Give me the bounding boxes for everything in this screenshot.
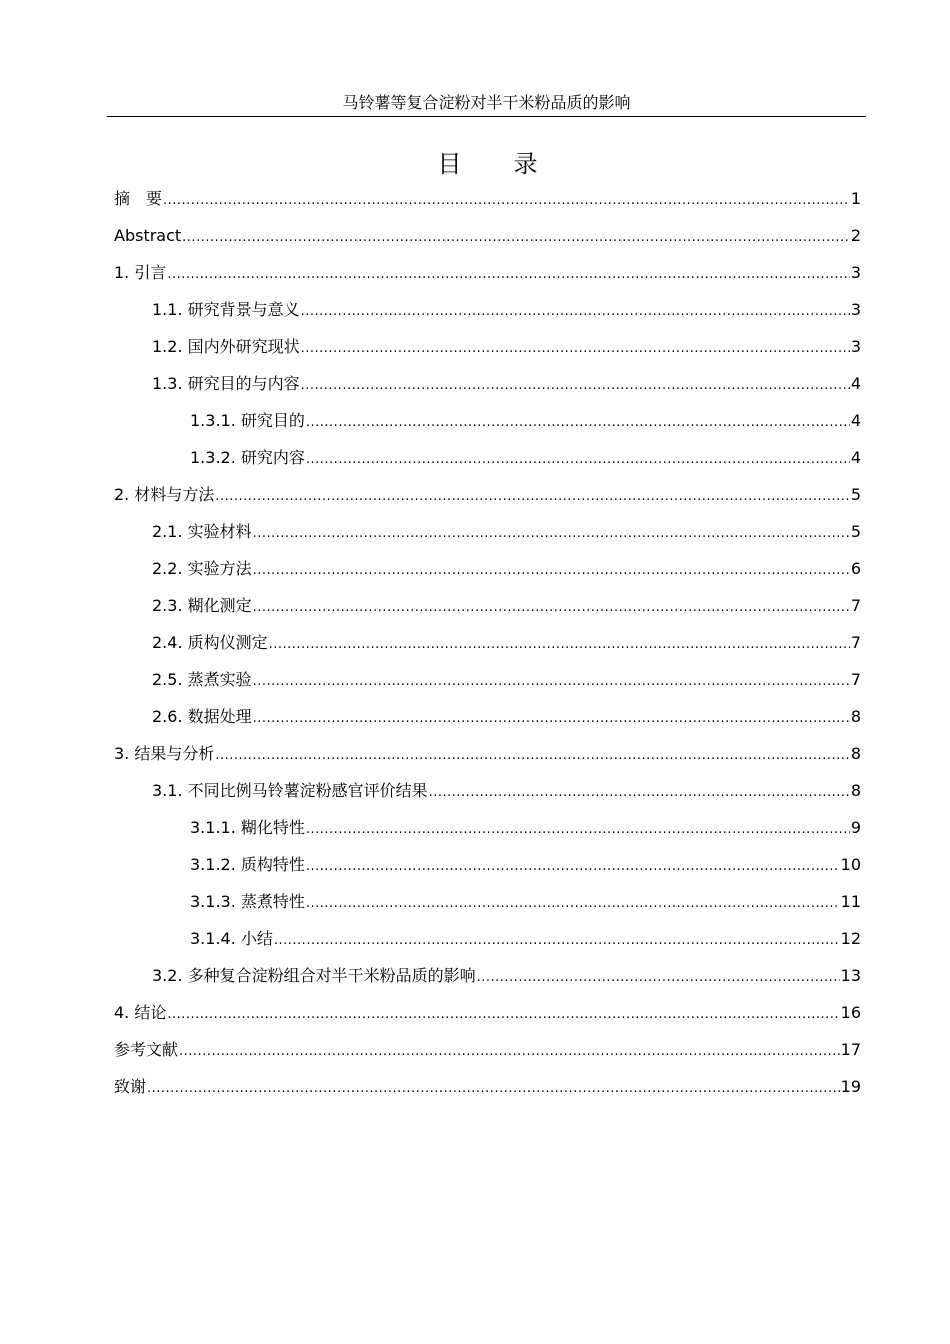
toc-entry-label: 4. 结论: [114, 1003, 167, 1022]
toc-entry-page-number: 12: [840, 929, 861, 948]
toc-entry[interactable]: [114, 328, 861, 365]
toc-entry-page-number: 17: [840, 1040, 861, 1059]
toc-entry[interactable]: [114, 698, 861, 735]
toc-entry-label: 3.1. 不同比例马铃薯淀粉感官评价结果: [152, 781, 428, 800]
toc-heading-right: 录: [513, 150, 538, 178]
toc-entry-label: 2.5. 蒸煮实验: [152, 670, 252, 689]
toc-dot-leader: [477, 959, 840, 996]
toc-entry-page-number: 3: [850, 300, 861, 319]
toc-entry-label: 3.1.3. 蒸煮特性: [190, 892, 305, 911]
toc-dot-leader: [167, 996, 839, 1033]
toc-entry-page-number: 6: [850, 559, 861, 578]
toc-dot-leader: [253, 552, 850, 589]
toc-dot-leader: [253, 589, 850, 626]
toc-entry-label: 3.1.2. 质构特性: [190, 855, 305, 874]
toc-entry-label: 1.1. 研究背景与意义: [152, 300, 300, 319]
toc-entry-label: 2.1. 实验材料: [152, 522, 252, 541]
toc-entry-label: 2.6. 数据处理: [152, 707, 252, 726]
toc-dot-leader: [301, 367, 850, 404]
toc-entry[interactable]: [114, 772, 861, 809]
toc-entry-label: 3.1.4. 小结: [190, 929, 273, 948]
toc-dot-leader: [269, 626, 850, 663]
toc-entry[interactable]: [114, 1068, 861, 1105]
toc-entry[interactable]: [114, 291, 861, 328]
toc-entry-page-number: 13: [840, 966, 861, 985]
toc-entry[interactable]: [114, 402, 861, 439]
toc-entry[interactable]: [114, 920, 861, 957]
toc-entry[interactable]: [114, 217, 861, 254]
toc-dot-leader: [179, 1033, 840, 1070]
toc-entry-label: 2.2. 实验方法: [152, 559, 252, 578]
toc-dot-leader: [306, 811, 850, 848]
toc-dot-leader: [306, 404, 850, 441]
toc-dot-leader: [163, 182, 850, 219]
toc-entry-page-number: 1: [850, 189, 861, 208]
toc-entry-page-number: 2: [850, 226, 861, 245]
toc-dot-leader: [147, 1070, 840, 1107]
toc-entry-label: 1.3. 研究目的与内容: [152, 374, 300, 393]
toc-entry-label: 1.3.2. 研究内容: [190, 448, 305, 467]
toc-entry-page-number: 4: [850, 411, 861, 430]
toc-entry[interactable]: [114, 254, 861, 291]
toc-dot-leader: [253, 663, 850, 700]
toc-dot-leader: [215, 478, 849, 515]
toc-entry[interactable]: [114, 476, 861, 513]
toc-entry[interactable]: [114, 846, 861, 883]
toc-entry[interactable]: [114, 365, 861, 402]
toc-entry[interactable]: [114, 587, 861, 624]
toc-entry-label: 2.3. 糊化测定: [152, 596, 252, 615]
toc-entry-page-number: 16: [840, 1003, 861, 1022]
toc-entry-page-number: 3: [850, 263, 861, 282]
toc-entry[interactable]: [114, 735, 861, 772]
toc-entry-page-number: 7: [850, 633, 861, 652]
toc-entry-page-number: 10: [840, 855, 861, 874]
toc-entry[interactable]: [114, 180, 861, 217]
toc-entry-label: 3. 结果与分析: [114, 744, 215, 763]
toc-dot-leader: [301, 330, 850, 367]
toc-entry[interactable]: [114, 994, 861, 1031]
toc-entry[interactable]: [114, 439, 861, 476]
toc-entry-page-number: 8: [850, 781, 861, 800]
toc-entry[interactable]: [114, 513, 861, 550]
toc-dot-leader: [215, 737, 849, 774]
toc-entry-label: 1. 引言: [114, 263, 167, 282]
toc-entry[interactable]: [114, 809, 861, 846]
toc-dot-leader: [182, 219, 850, 256]
toc-entry-label: 3.1.1. 糊化特性: [190, 818, 305, 837]
toc-entry-label: Abstract: [114, 226, 182, 245]
toc-dot-leader: [301, 293, 850, 330]
toc-entry-page-number: 7: [850, 670, 861, 689]
toc-entry-page-number: 11: [840, 892, 861, 911]
toc-entry-page-number: 19: [840, 1077, 861, 1096]
table-of-contents: [114, 180, 861, 1105]
running-header: [107, 90, 866, 117]
toc-dot-leader: [306, 885, 840, 922]
toc-heading: [0, 146, 950, 182]
toc-dot-leader: [306, 848, 840, 885]
toc-entry[interactable]: [114, 550, 861, 587]
toc-dot-leader: [429, 774, 850, 811]
toc-entry[interactable]: [114, 957, 861, 994]
toc-entry[interactable]: [114, 883, 861, 920]
toc-entry-label: 3.2. 多种复合淀粉组合对半干米粉品质的影响: [152, 966, 476, 985]
toc-dot-leader: [253, 515, 850, 552]
toc-entry-page-number: 9: [850, 818, 861, 837]
toc-entry[interactable]: [114, 624, 861, 661]
toc-entry-label: 参考文献: [114, 1040, 179, 1059]
toc-entry[interactable]: [114, 661, 861, 698]
toc-entry-page-number: 8: [850, 707, 861, 726]
toc-entry[interactable]: [114, 1031, 861, 1068]
toc-dot-leader: [167, 256, 849, 293]
running-header-title: 马铃薯等复合淀粉对半干米粉品质的影响: [342, 93, 631, 112]
toc-entry-page-number: 4: [850, 448, 861, 467]
toc-dot-leader: [306, 441, 850, 478]
toc-entry-label: 摘 要: [114, 189, 163, 208]
toc-entry-page-number: 3: [850, 337, 861, 356]
toc-entry-label: 2. 材料与方法: [114, 485, 215, 504]
toc-entry-label: 致谢: [114, 1077, 147, 1096]
toc-dot-leader: [274, 922, 840, 959]
toc-dot-leader: [253, 700, 850, 737]
toc-entry-page-number: 5: [850, 522, 861, 541]
toc-entry-page-number: 5: [850, 485, 861, 504]
toc-entry-page-number: 8: [850, 744, 861, 763]
toc-heading-left: 目: [437, 150, 462, 178]
toc-entry-label: 1.3.1. 研究目的: [190, 411, 305, 430]
toc-entry-page-number: 4: [850, 374, 861, 393]
toc-entry-page-number: 7: [850, 596, 861, 615]
toc-entry-label: 1.2. 国内外研究现状: [152, 337, 300, 356]
toc-entry-label: 2.4. 质构仪测定: [152, 633, 268, 652]
